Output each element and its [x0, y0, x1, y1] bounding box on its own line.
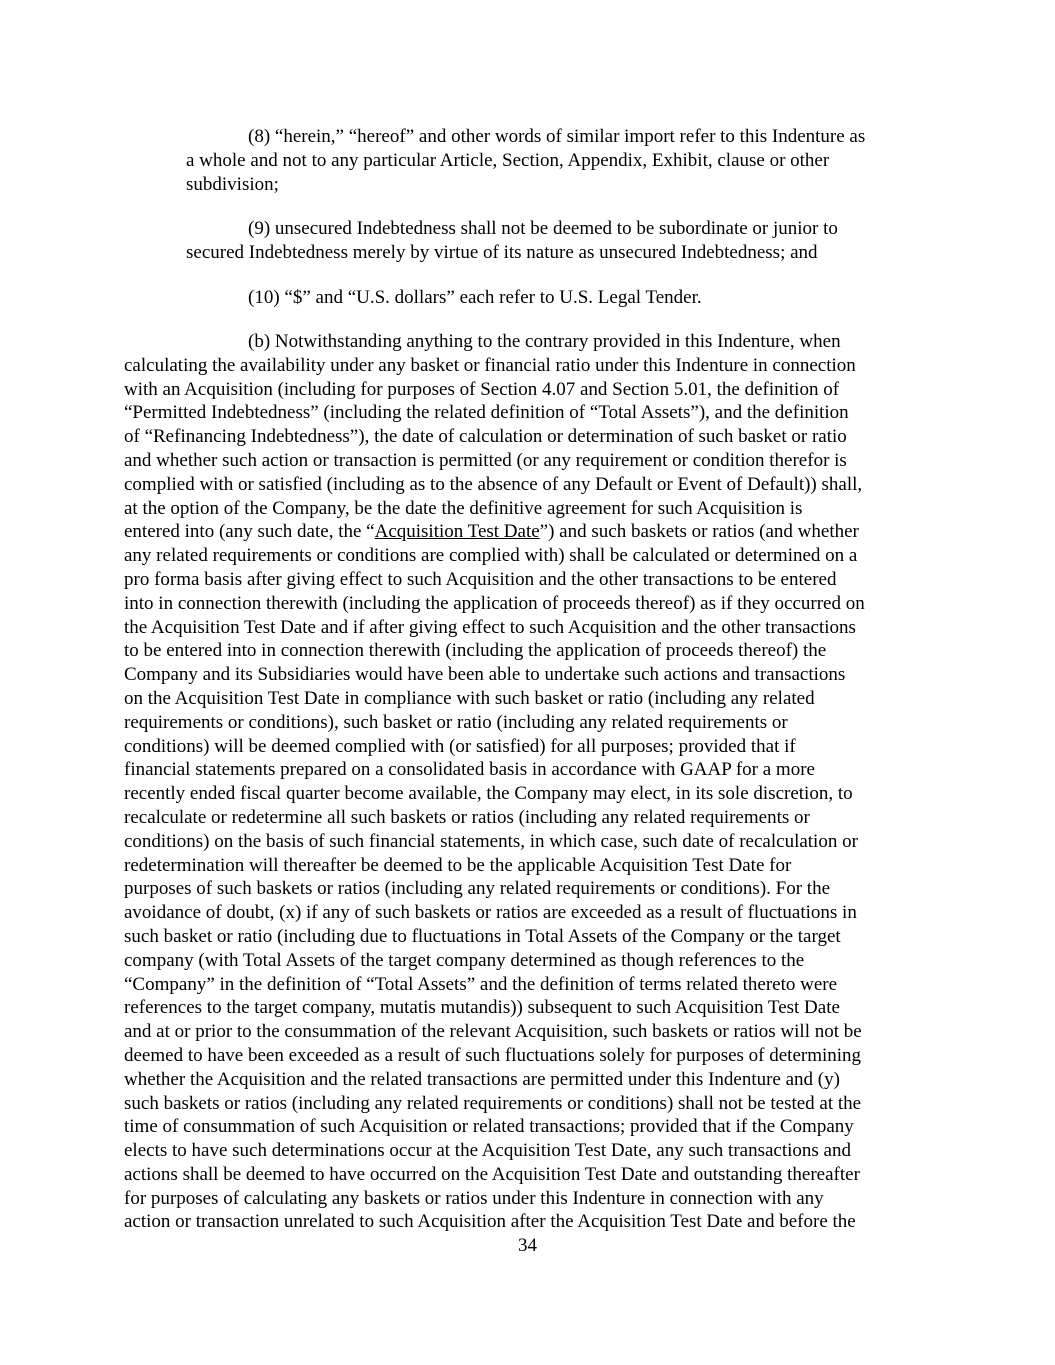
paragraph-line: calculating the availability under any basket or financial ratio under this Indenture in connection	[124, 354, 856, 376]
paragraph-line: requirements or conditions), such basket or ratio (including any related requirements or	[124, 711, 788, 733]
paragraph-line: of “Refinancing Indebtedness”), the date of calculation or determination of such basket or ratio	[124, 426, 847, 448]
paragraph-line: avoidance of doubt, (x) if any of such baskets or ratios are exceeded as a result of fluctuations in	[124, 902, 857, 924]
paragraph-line: with an Acquisition (including for purposes of Section 4.07 and Section 5.01, the definition of	[124, 378, 840, 400]
paragraph-line: “Permitted Indebtedness” (including the related definition of “Total Assets”), and the definition	[124, 402, 849, 424]
paragraph-line: subdivision;	[186, 173, 279, 195]
paragraph-line: elects to have such determinations occur at the Acquisition Test Date, any such transactions and	[124, 1140, 851, 1162]
paragraph-line: to be entered into in connection therewith (including the application of proceeds thereof) the	[124, 640, 827, 662]
paragraph-line: the Acquisition Test Date and if after giving effect to such Acquisition and the other transactions	[124, 616, 856, 638]
paragraph-line: (b) Notwithstanding anything to the contrary provided in this Indenture, when	[248, 331, 841, 352]
paragraph-line: deemed to have been exceeded as a result of such fluctuations solely for purposes of determining	[124, 1044, 862, 1066]
paragraph-line: at the option of the Company, be the date the definitive agreement for such Acquisition is	[124, 497, 803, 519]
term-line-suffix: ”) and such baskets or ratios (and whether	[539, 521, 859, 543]
paragraph-line: on the Acquisition Test Date in compliance with such basket or ratio (including any related	[124, 687, 815, 709]
paragraph-line: such baskets or ratios (including any related requirements or conditions) shall not be tested at the	[124, 1092, 862, 1114]
paragraph-line: such basket or ratio (including due to fluctuations in Total Assets of the Company or the target	[124, 925, 841, 947]
paragraph-line: for purposes of calculating any baskets or ratios under this Indenture in connection with any	[124, 1187, 824, 1209]
paragraph-line: financial statements prepared on a consolidated basis in accordance with GAAP for a more	[124, 759, 815, 781]
paragraph-line: time of consummation of such Acquisition or related transactions; provided that if the Company	[124, 1116, 854, 1138]
paragraph-line: (9) unsecured Indebtedness shall not be deemed to be subordinate or junior to	[248, 218, 838, 239]
paragraph-line: conditions) will be deemed complied with (or satisfied) for all purposes; provided that if	[124, 735, 796, 757]
paragraph-line: references to the target company, mutatis mutandis)) subsequent to such Acquisition Test Date	[124, 997, 840, 1019]
paragraph-line: secured Indebtedness merely by virtue of its nature as unsecured Indebtedness; and	[186, 241, 818, 263]
paragraph-line: purposes of such baskets or ratios (including any related requirements or conditions). For the	[124, 878, 830, 900]
defined-term-acquisition-test-date: Acquisition Test Date	[374, 521, 540, 543]
paragraph-line: pro forma basis after giving effect to such Acquisition and the other transactions to be entered	[124, 568, 837, 590]
paragraph-line: (10) “$” and “U.S. dollars” each refer to U.S. Legal Tender.	[248, 287, 702, 308]
page-number: 34	[518, 1235, 537, 1256]
paragraph-line: conditions) on the basis of such financial statements, in which case, such date of recalculation or	[124, 830, 858, 852]
paragraph-10	[186, 286, 926, 310]
paragraph-line: whether the Acquisition and the related transactions are permitted under this Indenture and (y)	[124, 1068, 840, 1090]
paragraph-line: redetermination will thereafter be deemed to be the applicable Acquisition Test Date for	[124, 854, 792, 876]
paragraph-line: company (with Total Assets of the target company determined as though references to the	[124, 949, 805, 971]
paragraph-9	[186, 217, 926, 265]
paragraph-line: “Company” in the definition of “Total Assets” and the definition of terms related thereto were	[124, 973, 838, 995]
paragraph-line: recalculate or redetermine all such baskets or ratios (including any related requirements or	[124, 806, 810, 828]
paragraph-b	[124, 330, 932, 1234]
paragraph-line: recently ended fiscal quarter become available, the Company may elect, in its sole discretion, to	[124, 783, 853, 805]
paragraph-8	[186, 125, 926, 196]
paragraph-line: action or transaction unrelated to such Acquisition after the Acquisition Test Date and before the	[124, 1211, 856, 1233]
paragraph-line: Company and its Subsidiaries would have been able to undertake such actions and transactions	[124, 664, 846, 686]
paragraph-line: into in connection therewith (including the application of proceeds thereof) as if they occurred on	[124, 592, 865, 614]
paragraph-line: actions shall be deemed to have occurred on the Acquisition Test Date and outstanding thereafter	[124, 1163, 860, 1185]
paragraph-line: (8) “herein,” “hereof” and other words of similar import refer to this Indenture as	[248, 126, 866, 147]
paragraph-line-with-defined-term	[124, 520, 932, 544]
term-line-prefix: entered into (any such date, the “	[124, 521, 375, 543]
paragraph-line: complied with or satisfied (including as to the absence of any Default or Event of Default)) shall,	[124, 473, 863, 495]
paragraph-line: and at or prior to the consummation of the relevant Acquisition, such baskets or ratios will not be	[124, 1021, 862, 1043]
paragraph-line: any related requirements or conditions are complied with) shall be calculated or determined on a	[124, 545, 858, 567]
paragraph-line: and whether such action or transaction is permitted (or any requirement or condition therefor is	[124, 449, 847, 471]
paragraph-line: a whole and not to any particular Article, Section, Appendix, Exhibit, clause or other	[186, 149, 830, 171]
